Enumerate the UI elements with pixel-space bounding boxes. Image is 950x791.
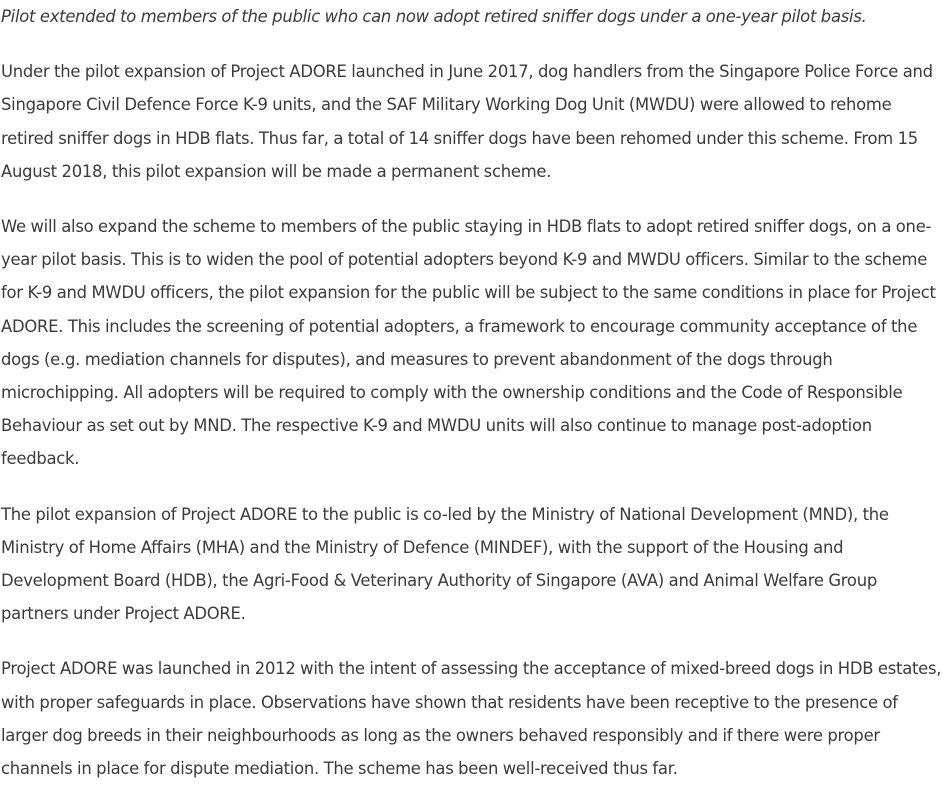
paragraph-public-scheme: We will also expand the scheme to members of the public staying in HDB flats to adopt retired sniffer dogs, on a one-year pilot basis. This is to widen the pool of potential adopters beyond K-9 and MWDU officers. Similar to the scheme for K-9 and MWDU officers, the pilot expansion for the public will be subject to the same conditions in place for Project ADORE. This includes the screening of potential adopters, a framework to encourage community acceptance of the dogs (e.g. mediation channels for disputes), and measures to prevent abandonment of the dogs through microchipping. All adopters will be required to comply with the ownership conditions and the Code of Responsible Behaviour as set out by MND. The respective K-9 and MWDU units will also continue to manage post-adoption feedback.	[1, 217, 936, 469]
article-body	[1, 0, 947, 785]
paragraph-co-led: The pilot expansion of Project ADORE to the public is co-led by the Ministry of National Development (MND), the Ministry of Home Affairs (MHA) and the Ministry of Defence (MINDEF), with the support of the Housing and Development Board (HDB), the Agri-Food & Veterinary Authority of Singapore (AVA) and Animal Welfare Group partners under Project ADORE.	[1, 504, 889, 624]
paragraph-background: Project ADORE was launched in 2012 with the intent of assessing the acceptance of mixed-breed dogs in HDB estates, with proper safeguards in place. Observations have shown that residents have been receptive to the presence of larger dog breeds in their neighbourhoods as long as the owners behaved responsibly and if there were proper channels in place for dispute mediation. The scheme has been well-received thus far.	[1, 659, 942, 779]
article-lead: Pilot extended to members of the public who can now adopt retired sniffer dogs under a one-year pilot basis.	[1, 7, 867, 26]
paragraph-pilot-expansion: Under the pilot expansion of Project ADORE launched in June 2017, dog handlers from the Singapore Police Force and Singapore Civil Defence Force K-9 units, and the SAF Military Working Dog Unit (MWDU) were allowed to rehome retired sniffer dogs in HDB flats. Thus far, a total of 14 sniffer dogs have been rehomed under this scheme. From 15 August 2018, this pilot expansion will be made a permanent scheme.	[1, 62, 933, 181]
